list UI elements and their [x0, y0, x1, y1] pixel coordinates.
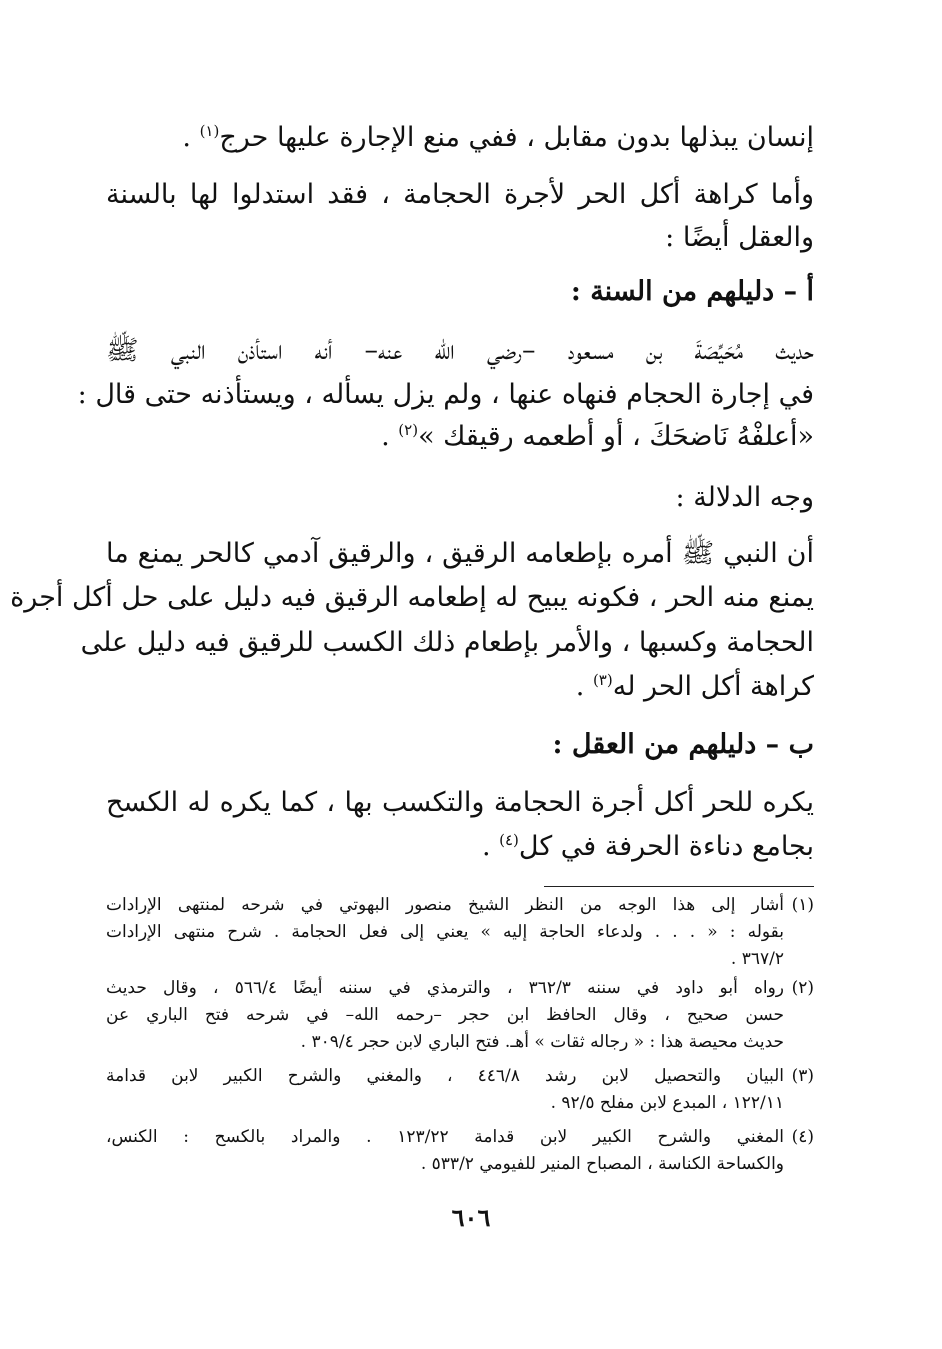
body-line: وأما كراهة أكل الحر لأجرة الحجامة ، فقد استدلوا لها بالسنة: [106, 179, 814, 210]
footnote-text: حديث محيصة هذا : « رجاله ثقات » أهـ. فتح الباري لابن حجر ٣٠٩/٤ .: [300, 1032, 784, 1052]
footnote-text: أشار إلى هذا الوجه من النظر الشيخ منصور البهوتي في شرحه لمنتهى الإرادات: [106, 895, 784, 915]
footnote-text: حسن صحيح ، وقال الحافظ ابن حجر –رحمه الله– في شرحه فتح الباري عن: [106, 1005, 784, 1025]
footnote-text: رواه أبو داود في سننه ٣٦٢/٣ ، والترمذي في سننه أيضًا ٥٦٦/٤ ، وقال حديث: [106, 978, 785, 998]
section-heading: ب – دليلهم من العقل :: [552, 729, 814, 760]
footnote-number: (٤): [791, 1127, 814, 1147]
section-heading: أ – دليلهم من السنة :: [570, 276, 814, 307]
body-line: إنسان يبذلها بدون مقابل ، ففي منع الإجارة عليها حرج$^{(١)}$ .: [182, 122, 814, 153]
subheading: وجه الدلالة :: [675, 482, 814, 513]
footnote-number: (٢): [791, 978, 815, 998]
footnote-number: (٣): [791, 1066, 814, 1086]
footnote-separator: [544, 886, 814, 887]
footnote-text: المغني والشرح الكبير لابن قدامة ١٢٣/٢٢ . والمراد بالكسح : الكنس،: [106, 1127, 784, 1147]
footnote-text: ١٢٢/١١ ، المبدع لابن مفلح ٩٢/٥ .: [550, 1093, 784, 1113]
page-number: ٦٠٦: [451, 1203, 491, 1232]
footnote-ref[interactable]: (١): [199, 122, 220, 140]
footnote-text: بقوله : « . . . ولدعاء الحاجة إليه » يعني إلى فعل الحجامة . شرح منتهى الإرادات: [106, 922, 784, 942]
body-line: والعقل أيضًا :: [665, 222, 814, 253]
footnote-ref[interactable]: (٤): [499, 831, 519, 849]
body-line: يمنع منه الحر ، فكونه يبيح له إطعامه الرقيق فيه دليل على حل أكل أجرة: [10, 582, 814, 613]
footnote-ref[interactable]: (٣): [592, 671, 613, 689]
body-line: في إجارة الحجام فنهاه عنها ، ولم يزل يسأله ، ويستأذنه حتى قال :: [77, 379, 814, 410]
footnote: [106, 1124, 814, 1178]
footnote-text: ٣٦٧/٢ .: [730, 949, 784, 969]
footnote-text: البيان والتحصيل لابن رشد ٤٤٦/٨ ، والمغني والشرح الكبير لابن قدامة: [106, 1066, 784, 1086]
body-line: الحجامة وكسبها ، والأمر بإطعام ذلك الكسب للرقيق فيه دليل على: [80, 627, 814, 658]
body-line: يكره للحر أكل أجرة الحجامة والتكسب بها ، كما يكره له الكسح: [106, 787, 814, 818]
footnote: [106, 1063, 814, 1117]
body-line: «أعلفْهُ نَاضحَكَ ، أو أطعمه رقيقك »$^{(٢)}$ .: [381, 421, 814, 452]
footnote-text: والكساحة الكناسة ، المصباح المنير للفيومي ٥٣٣/٢ .: [420, 1154, 784, 1174]
body-line: حديث مُحَيِّصَةَ بن مسعود –رضي الله عنه– أنه استأذن النبي ﷺ: [106, 335, 814, 366]
body-line: بجامع دناءة الحرفة في كل$^{(٤)}$ .: [481, 831, 814, 862]
body-line: كراهة أكل الحر له$^{(٣)}$ .: [575, 671, 814, 702]
footnote: [106, 975, 814, 1056]
footnote-ref[interactable]: (٢): [398, 421, 419, 439]
body-line: أن النبي ﷺ أمره بإطعامه الرقيق ، والرقيق آدمي كالحر يمنع ما: [106, 538, 814, 569]
footnote: [106, 892, 814, 973]
footnote-number: (١): [791, 895, 814, 915]
